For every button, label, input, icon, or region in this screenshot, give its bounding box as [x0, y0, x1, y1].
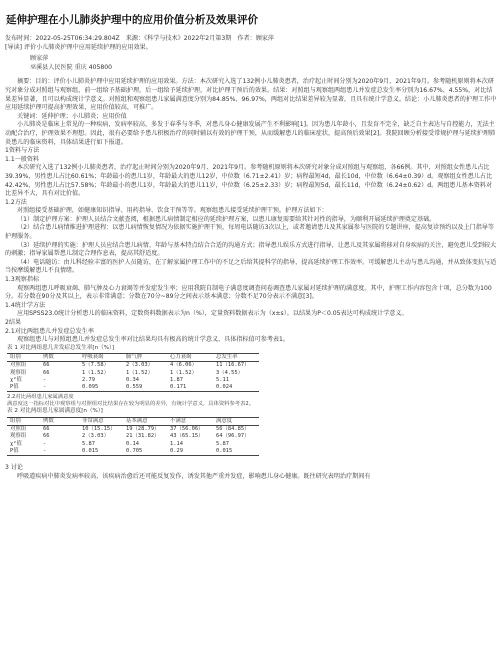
section-heading: 1资料与方法 — [5, 147, 40, 155]
subsection-heading: 2.1对比两组患儿并发症总发生率 — [5, 327, 94, 335]
table-cell: 观察组 — [10, 369, 27, 376]
table-cell: 2（3.03） — [82, 433, 110, 440]
table-cell: 0.015 — [213, 448, 259, 456]
table-header-cell: 基本满意 — [123, 417, 167, 425]
article-page — [0, 12, 502, 661]
table-cell: 37（56.06） — [170, 425, 204, 432]
subsection-heading: 1.1一般资料 — [5, 155, 40, 163]
body-paragraph: 本次研究入选了132例小儿肺炎患者，治疗起止时间分别为2020年9月、2021年9月。参考随机原则将本次研究对象分成对照组与观察组，各66例。其中，对照组女性患儿占比39.39%，男性患儿占比60.61%；年龄最小的患儿1岁，年龄最大的患儿12岁，中位数（6.71±2.41）岁；病程最短4d，最长10d，中位数（6.64±0.39）d。观察组女性患儿占比42.42%，男性患儿占比57.58%；年龄最小的患儿1岁，年龄最大的患儿11岁，中位数（6.25±2.33）岁；病程最短5d，最长11d，中位数（6.24±0.62）d。两组患儿基本资料对比差异不大，具有对比价值。 — [5, 164, 493, 198]
table-header-cell: 心力衰竭 — [167, 353, 213, 361]
table-cell: 19（28.79） — [126, 425, 160, 432]
intro-paragraph: 小儿肺炎是临床上常见的一种疾病，发病率较高，多发于春季与冬季，对患儿身心健康发展产生不利影响[1]。因为患儿年龄小，且发育不完全，缺乏自主表达与自控能力，无法主动配合治疗，护理效果不理想。因此，很有必要给予患儿积极治疗的同时辅以有效的护理干预，从而缓解患儿的临床症状，提高预后效果[2]。我院回顾分析接受常规护理与延续护理肺炎患儿的临床资料，具体结果进行如下报道。 — [5, 121, 496, 146]
table-header-cell: 满意度 — [213, 417, 259, 425]
body-paragraph: （4）电话随访：由儿科经验丰富的医护人员随访，在了解家属护理工作中的不足之后给其提科学的指导，提高延续护理工作效率。可缓解患儿主动与患儿沟通，并从致体变抗与适当按摩缓解患儿不良情绪。 — [5, 258, 497, 275]
table-cell: - — [40, 384, 79, 392]
table-row — [7, 433, 259, 440]
table-cell: 11（16.67） — [216, 362, 250, 369]
table-cell: 1（1.52） — [82, 369, 110, 376]
table-header-cell: 总发生率 — [213, 353, 259, 361]
section-heading: 2结果 — [5, 319, 22, 326]
table-cell: 5.87 — [216, 440, 229, 447]
publish-meta: 发布时间：2022-05-25T06:34:29.804Z 来源：《科学与技术》2022年2月第3期 作者：顾家萍 — [5, 35, 274, 42]
subsection-heading: 2.2对比两组患儿家属满意度 — [7, 394, 74, 401]
table-satisfaction — [7, 417, 259, 456]
table-cell: 5.87 — [82, 440, 95, 447]
table-cell: - — [40, 448, 79, 456]
table-cell: 66 — [43, 369, 50, 376]
table-cell: 64（96.97） — [216, 433, 250, 440]
body-paragraph: 观察两组患儿呼吸衰竭、肺气肿及心力衰竭等并发症发生率；应用我院自制电子满意度调查问卷调查患儿家属对延续护理的满意度。其中，护理工作内容包含十项，总分数为100分。若分数在90分及其以上，表示非常满意；分数在70分~89分之间表示基本满意；分数不足70分表示不满意[3]。 — [5, 284, 492, 301]
abstract: 摘要：目的：评价小儿肺炎护理中应用延续护理的应用效果。方法：本次研究入选了132例小儿肺炎患者，治疗起止时间分别为2020年9月、2021年9月。参考随机原则将本次研究对象分成对照组与观察组，前一组给予基础护理，后一组给予延续护理，对比护理干预后的效果。结果：对照组与观察组两组患儿并发症总发生率分别为16.67%、4.55%，对比结果差异显著，且可以构成统计学意义。对照组和观察组患儿家属满意度分别为84.85%、96.97%，两组对比结果差异较为显著，且具有统计学意义。结论：小儿肺炎患者的护理工作中应用延续护理可提高护理效果，应用价值较高，可推广。 — [5, 78, 497, 112]
table-cell: χ²值 — [10, 376, 22, 383]
keywords: 关键词：延伸护理；小儿肺炎；应用价值 — [17, 112, 127, 120]
subsection-heading: 1.4统计学方法 — [5, 301, 46, 309]
table-cell: P值 — [7, 448, 40, 456]
table-header-cell: 呼吸衰竭 — [79, 353, 123, 361]
table-cell: 10（15.15） — [82, 425, 116, 432]
table-header-cell: 不满意 — [167, 417, 213, 425]
table-cell: 1.14 — [170, 440, 183, 447]
table-cell: 1（1.52） — [170, 369, 198, 376]
table-cell: 0.015 — [79, 448, 123, 456]
table-cell: 0.024 — [213, 384, 259, 392]
table-header-row — [7, 417, 259, 425]
table-cell: 1（1.52） — [126, 369, 154, 376]
table-cell: 5（7.58） — [82, 362, 110, 369]
table-cell: 对照组 — [10, 362, 27, 369]
table-row — [7, 370, 259, 377]
table-cell: P值 — [7, 384, 40, 392]
table-cell: 1.87 — [170, 376, 183, 383]
table-cell: 43（65.15） — [170, 433, 204, 440]
body-paragraph: （3）延续护理的实施：护理人员应结合患儿病情、年龄与基本特点结合合适的沟通方式；指导患儿娱乐方式进行指导，让患儿及其家属将移对自身疾病的关注，避免患儿受到较大的刺激；指导家属帮患儿制定合理作息表，提高其舒适度。 — [5, 241, 497, 258]
table-row — [7, 384, 259, 392]
table-header-cell: 例数 — [40, 417, 79, 425]
table-cell: 0.34 — [126, 376, 139, 383]
table-cell: χ²值 — [10, 440, 22, 447]
body-paragraph: 满意度这一指标对比中观察组与对照组对比结果存在较为明显的差异，有统计学意义，具体资料参考表2。 — [7, 401, 255, 408]
table-cell: 56（84.85） — [216, 425, 250, 432]
table-header-cell: 组别 — [7, 353, 40, 361]
table-caption: 表 1 对比两组患儿并发症总发生率[n（%）] — [7, 344, 115, 351]
body-paragraph: 应用SPSS23.0统计分析患儿的临床资料，定数资料数据表示为n（%），定量资料数据表示为（x±s）。以结果为P＜0.05表达可构成统计学意义。 — [17, 310, 408, 318]
table-caption: 表 2 对比两组患儿家属满意度[n（%）] — [7, 408, 103, 415]
author-name: 顾家萍 — [30, 55, 49, 63]
table-cell: 0.559 — [123, 384, 167, 392]
body-paragraph: 观察组患儿与对照组患儿并发症总发生率对比结果均具有极高的统计学意义，具体指标值可参考表1。 — [17, 336, 290, 344]
body-paragraph: 对照组接受基础护理，如健康知识指导、用药指导、饮食干预等等。观察组患儿接受延续护理干预，护理方法如下： — [17, 207, 328, 215]
table-cell: 3（4.55） — [216, 369, 244, 376]
table-header-cell: 肺气肿 — [123, 353, 167, 361]
table-cell: 2.79 — [82, 376, 95, 383]
table-cell: 5.11 — [216, 376, 229, 383]
table-cell: 0.705 — [123, 448, 167, 456]
table-cell: 0.171 — [167, 384, 213, 392]
table-complications — [7, 353, 259, 392]
table-row — [7, 448, 259, 456]
table-cell: 66 — [43, 433, 50, 440]
table-cell: 0.095 — [79, 384, 123, 392]
article-title: 延伸护理在小儿肺炎护理中的应用价值分析及效果评价 — [6, 14, 258, 26]
abstract-tag: [导读] 评价小儿肺炎护理中应用延续护理的应用效果。 — [5, 43, 152, 51]
section-heading: 3 讨论 — [5, 464, 24, 472]
table-cell: 2（3.03） — [126, 362, 154, 369]
body-paragraph: （1）制定护理方案：护理人员结合文献查阅，根据患儿病情制定相应的延续护理方案，以患儿康复需要给其针对性的指导，为顺利开展延续护理奠定基础。 — [17, 215, 436, 223]
table-cell: - — [43, 376, 47, 383]
table-cell: 66 — [43, 362, 50, 369]
table-header-cell: 例数 — [40, 353, 79, 361]
table-cell: 0.14 — [126, 440, 139, 447]
table-row — [7, 362, 259, 370]
body-paragraph: （2）结合患儿病情推进护理进程：以患儿病情恢复情况为依据实施护理干预，每周电话随访3次以上，或者邀请患儿及其家属参与医院的专题讲座，提高复诊预约以及上门指导等护理服务。 — [5, 224, 494, 241]
table-cell: 4（6.06） — [170, 362, 198, 369]
table-row — [7, 441, 259, 448]
table-cell: 0.29 — [167, 448, 213, 456]
table-cell: 66 — [43, 425, 50, 432]
table-header-row — [7, 353, 259, 361]
body-paragraph: 呼吸道疾病中肺炎发病率较高，该疾病治愈后还可能反复发作，诱发其他严重并发症，影响患儿身心健康。既往研究表明治疗期间有 — [17, 472, 371, 480]
table-header-cell: 组别 — [7, 417, 40, 425]
author-affiliation: 巫溪县人民医院 重庆 405800 — [30, 63, 112, 71]
table-row — [7, 377, 259, 384]
table-cell: 观察组 — [10, 433, 27, 440]
table-header-cell: 非常满意 — [79, 417, 123, 425]
table-cell: 对照组 — [10, 425, 27, 432]
table-cell: - — [43, 440, 47, 447]
subsection-heading: 1.3观察指标 — [5, 276, 40, 284]
table-cell: 21（31.82） — [126, 433, 160, 440]
subsection-heading: 1.2方法 — [5, 198, 27, 206]
